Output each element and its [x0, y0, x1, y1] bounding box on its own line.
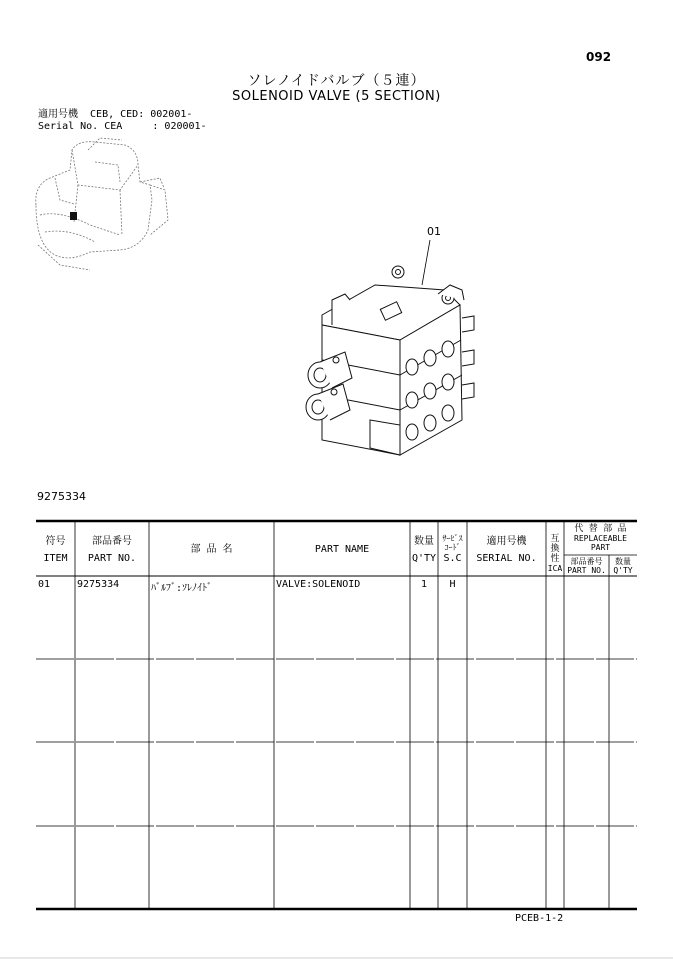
serial-line-1: 適用号機 CEB, CED: 002001- [38, 109, 193, 120]
header-qty: 数量 Q'TY [411, 536, 437, 564]
footer-code: PCEB-1-2 [515, 913, 564, 924]
assembly-number: 9275334 [37, 490, 86, 503]
header-replaceable-part-no: 部品番号 PART NO. [567, 557, 606, 575]
header-service-code: ｻｰﾋﾞｽ ｺｰﾄﾞ S.C [442, 534, 463, 564]
row-qty: 1 [420, 579, 428, 590]
page-number: 092 [586, 50, 612, 64]
header-name-jp: 部 品 名 [190, 544, 233, 555]
header-item: 符号 ITEM [43, 536, 68, 564]
page-title-japanese: ソレノイドバルブ（５連） [247, 73, 426, 89]
row-part-no: 9275334 [77, 579, 120, 590]
row-part-name: VALVE:SOLENOID [276, 579, 361, 590]
row-service-code: H [449, 579, 456, 590]
header-replaceable-qty: 数量 Q'TY [613, 557, 633, 575]
header-serial-no: 適用号機 SERIAL NO. [476, 536, 537, 564]
row-item: 01 [38, 579, 51, 590]
header-part-name: PART NAME [314, 544, 370, 555]
serial-line-2: Serial No. CEA : 020001- [38, 121, 207, 132]
header-replaceable-part: 代 替 部 品 REPLACEABLE PART [574, 524, 627, 552]
header-interchangeability: 互 換 性 ICA [547, 534, 563, 573]
header-part-no: 部品番号 PART NO. [87, 536, 137, 564]
row-name-jp: ﾊﾞﾙﾌﾞ:ｿﾚﾉｲﾄﾞ [151, 583, 213, 594]
page-title: SOLENOID VALVE (5 SECTION) [232, 89, 441, 104]
callout-label: 01 [427, 225, 441, 238]
